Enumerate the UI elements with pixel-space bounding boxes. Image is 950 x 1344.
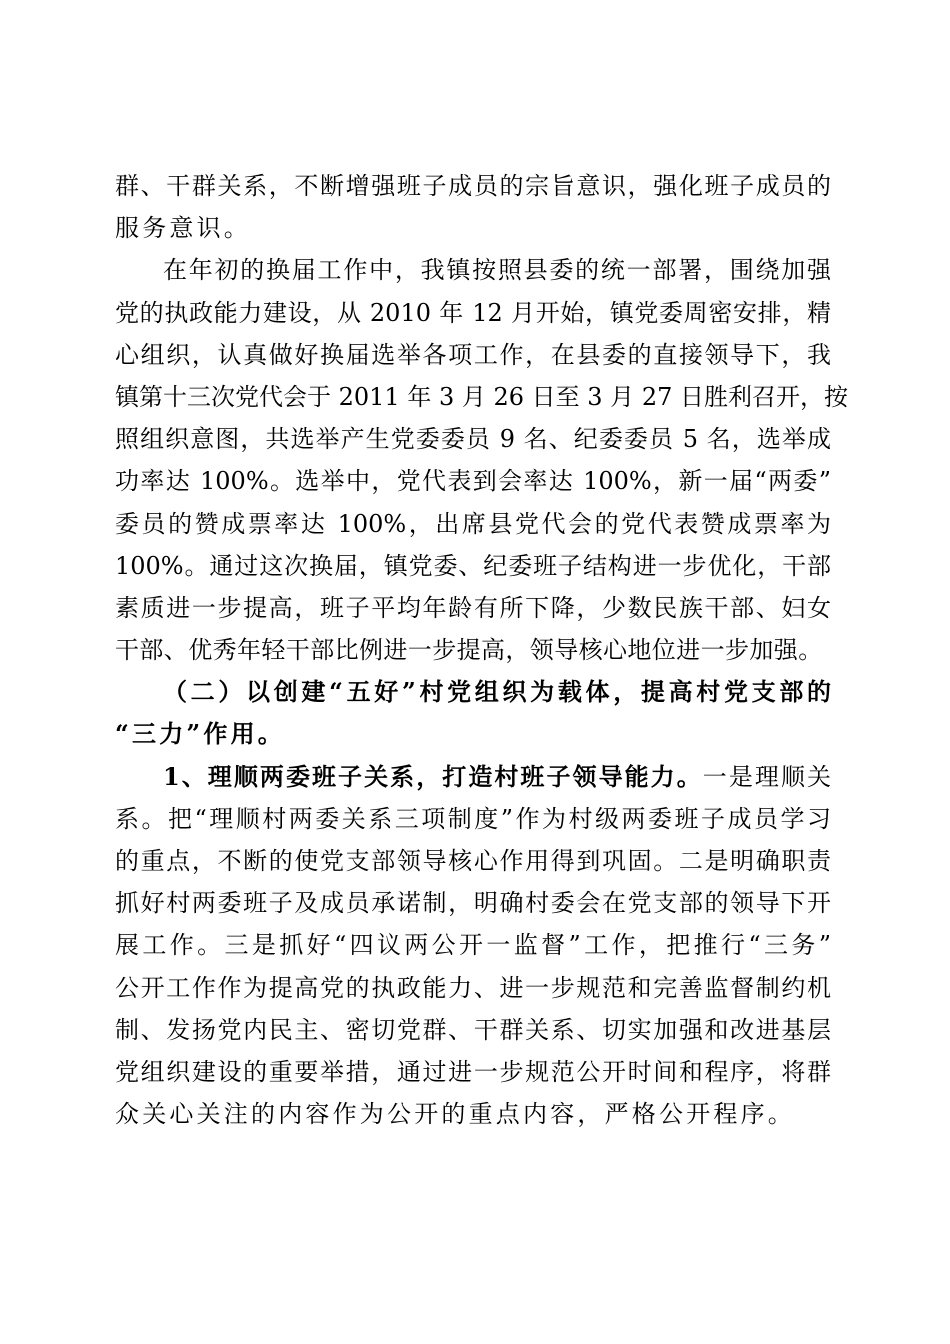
document-body [115,165,848,1135]
text-line: 功率达 100%。选举中，党代表到会率达 100%，新一届“两委” [115,467,831,496]
text-line: 党组织建设的重要举措，通过进一步规范公开时间和程序，将群 [115,1057,831,1086]
text-line: 干部、优秀年轻干部比例进一步提高，领导核心地位进一步加强。 [115,636,823,665]
section-heading: （二）以创建“五好”村党组织为载体，提高村党支部的 [163,677,831,707]
text-line: 系。把“理顺村两委关系三项制度”作为村级两委班子成员学习 [115,804,831,833]
text-line: 100%。通过这次换届，镇党委、纪委班子结构进一步优化，干部 [115,551,831,580]
text-line: 众关心关注的内容作为公开的重点内容，严格公开程序。 [115,1100,795,1129]
paragraph-first-line: 在年初的换届工作中，我镇按照县委的统一部署，围绕加强 [163,256,831,285]
text-line: 素质进一步提高，班子平均年龄有所下降，少数民族干部、妇女 [115,593,831,622]
text-line: 的重点，不断的使党支部领导核心作用得到巩固。二是明确职责 [115,847,831,875]
text-line: 镇第十三次党代会于 2011 年 3 月 26 日至 3 月 27 日胜利召开，按 [115,382,848,411]
text-line: 展工作。三是抓好“四议两公开一监督”工作，把推行“三务” [115,931,831,960]
text-line: 公开工作作为提高党的执政能力、进一步规范和完善监督制约机 [115,973,831,1002]
text-line: 制、发扬党内民主、密切党群、干群关系、切实加强和改进基层 [115,1015,831,1044]
text-line: 心组织，认真做好换届选举各项工作，在县委的直接领导下，我 [115,340,831,369]
text-line: 群、干群关系，不断增强班子成员的宗旨意识，强化班子成员的 [115,172,831,200]
text-line: 抓好村两委班子及成员承诺制，明确村委会在党支部的领导下开 [115,889,831,918]
text-line: 服务意识。 [115,214,251,243]
section-heading-continued: “三力”作用。 [115,719,286,749]
subsection-heading: 1、理顺两委班子关系，打造村班子领导能力。 [163,761,703,791]
text-line: 党的执政能力建设，从 2010 年 12 月开始，镇党委周密安排，精 [115,298,831,327]
text-line: 委员的赞成票率达 100%，出席县党代会的党代表赞成票率为 [115,509,831,538]
text-line: 照组织意图，共选举产生党委委员 9 名、纪委委员 5 名，选举成 [115,425,831,454]
subsection-first-line [115,756,831,798]
text-run: 一是理顺关 [702,762,832,791]
